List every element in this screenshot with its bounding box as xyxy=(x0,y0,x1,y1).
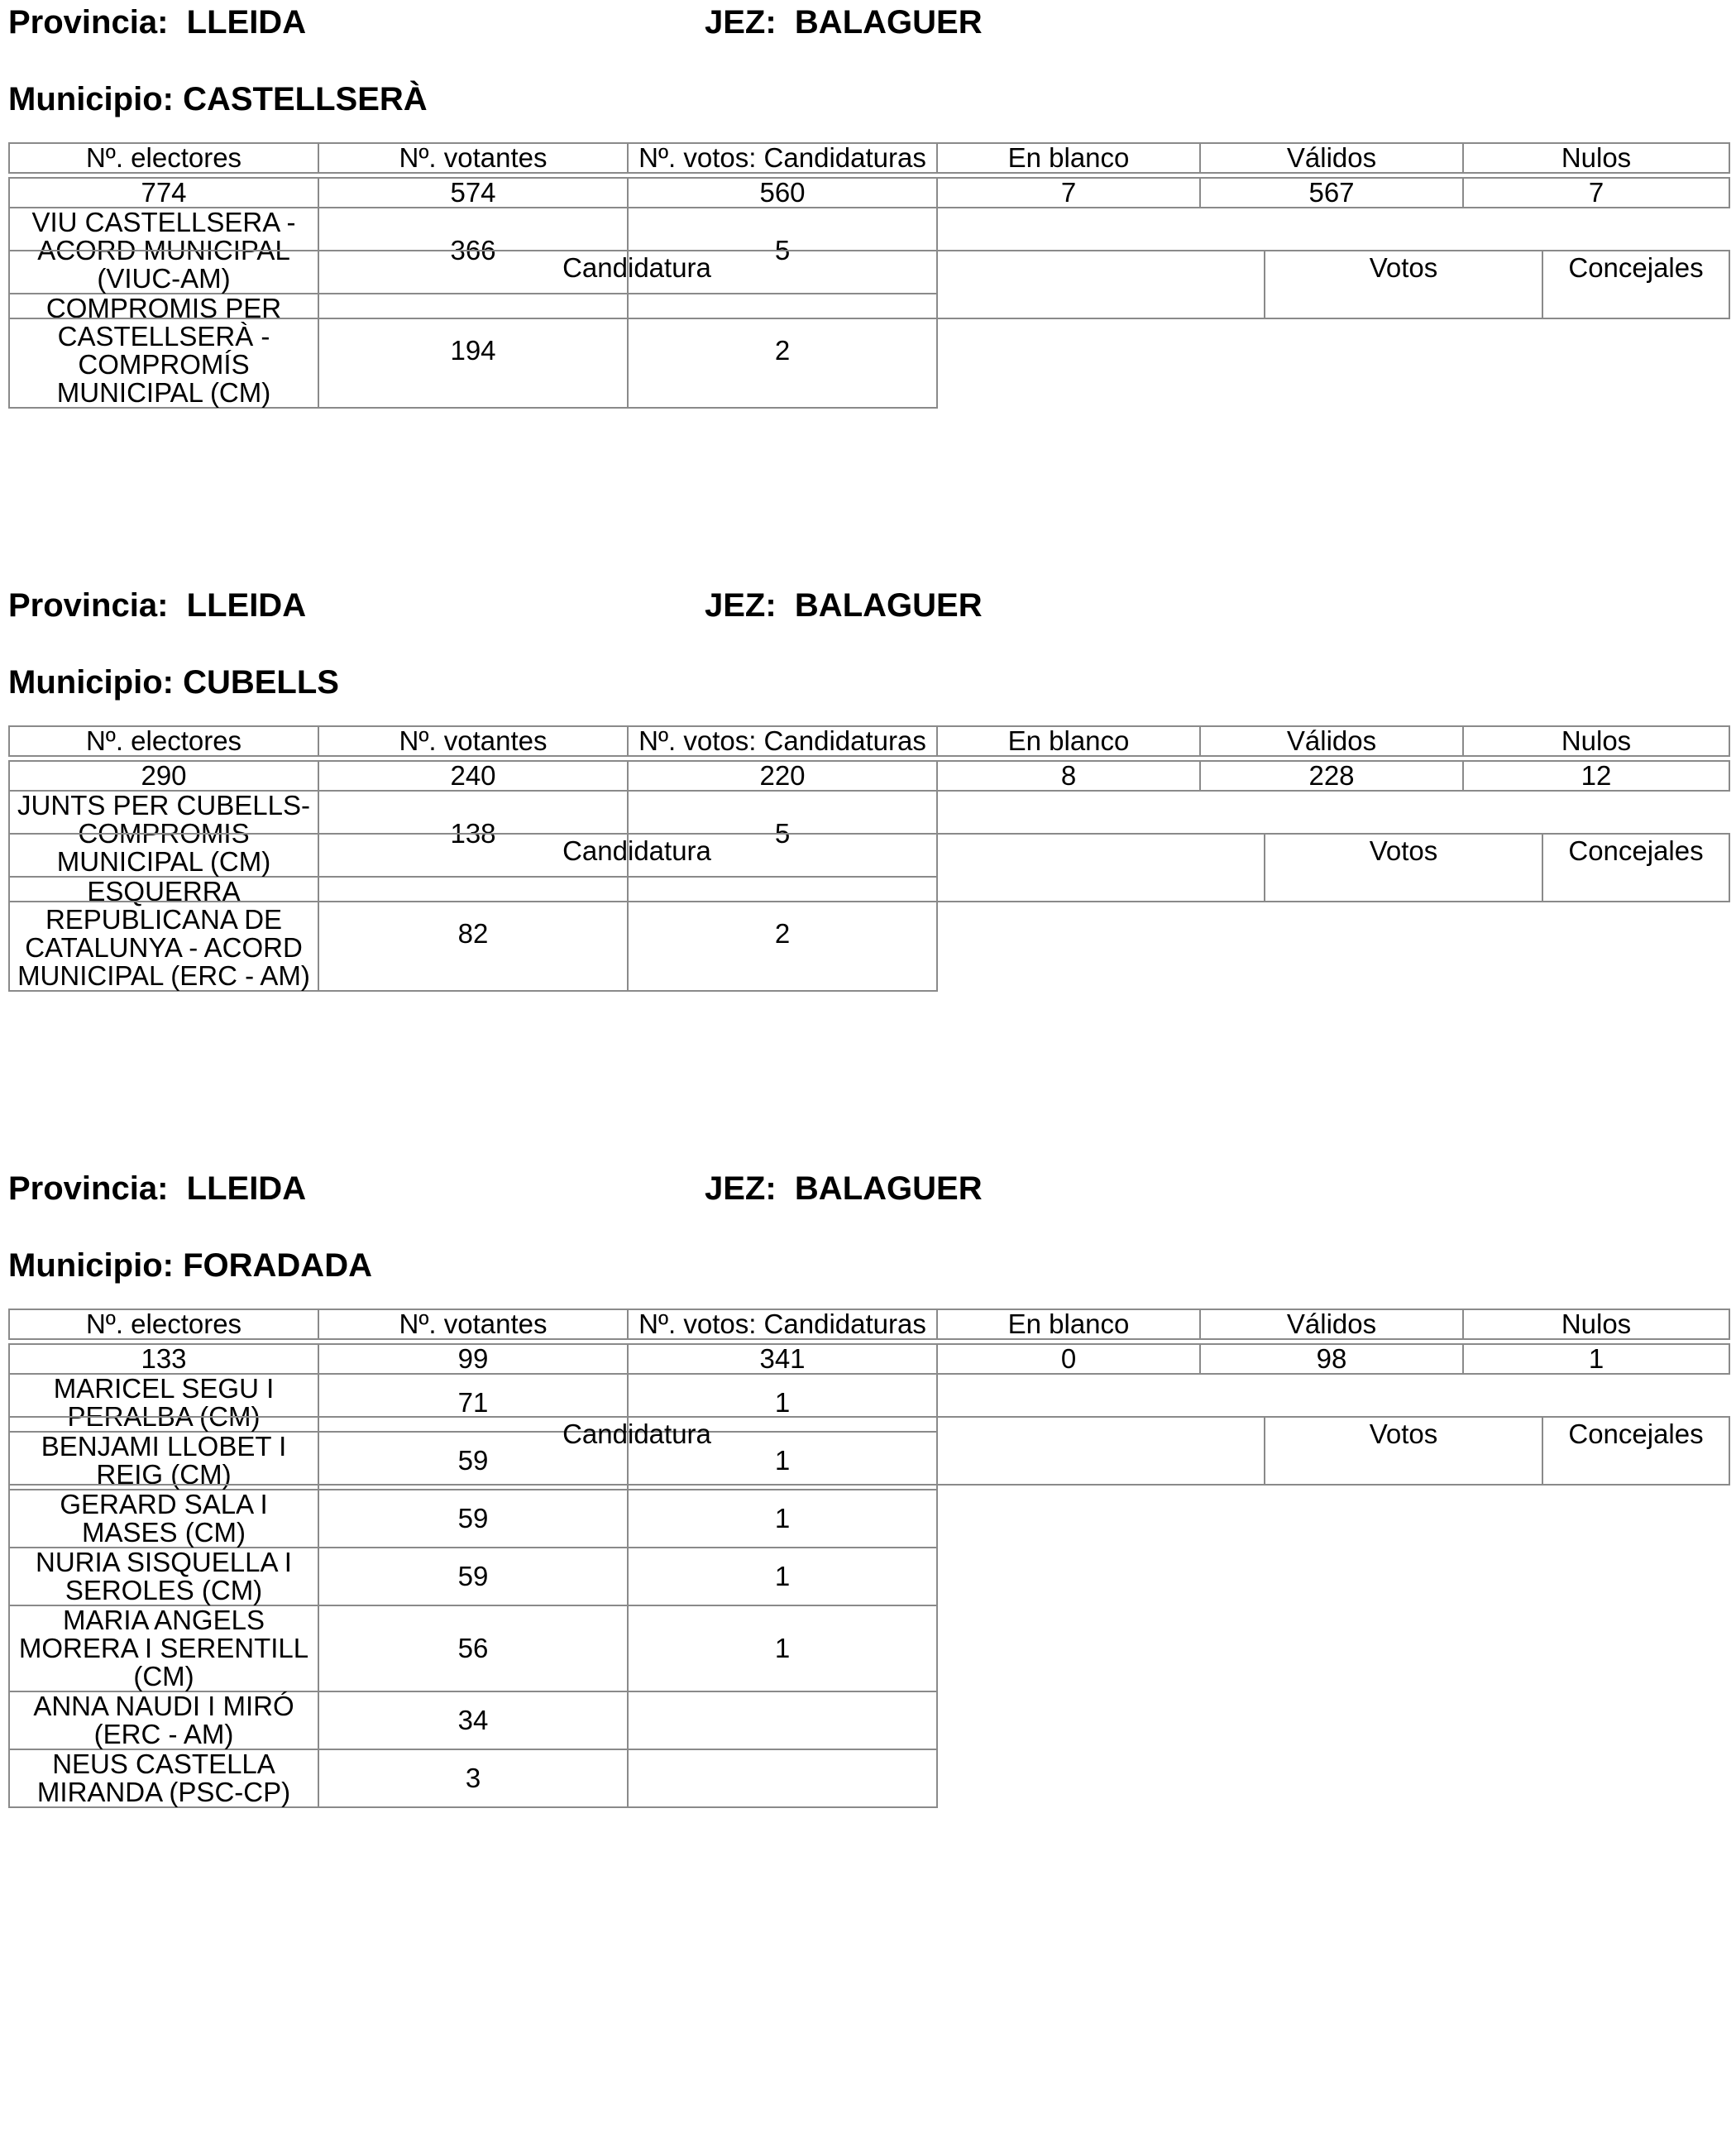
candidatura-votos: 59 xyxy=(318,1490,628,1548)
candidatura-header-row xyxy=(9,251,1729,318)
validos-header: Válidos xyxy=(1200,726,1463,756)
votos-candidaturas-header: Nº. votos: Candidaturas xyxy=(628,726,937,756)
candidatura-name: ANNA NAUDI I MIRÓ (ERC - AM) xyxy=(9,1691,318,1749)
municipio-section xyxy=(8,585,1729,991)
provincia-heading xyxy=(8,2,306,43)
jez-heading xyxy=(705,1168,983,1209)
votos-candidaturas-value: 220 xyxy=(628,761,937,791)
nulos-value: 7 xyxy=(1463,178,1729,208)
electores-header: Nº. electores xyxy=(9,726,318,756)
candidatura-concejales: 1 xyxy=(628,1490,937,1548)
municipio-heading xyxy=(8,662,339,703)
votantes-header: Nº. votantes xyxy=(318,143,628,173)
jez-label: JEZ: xyxy=(705,4,777,41)
nulos-value: 1 xyxy=(1463,1344,1729,1374)
validos-value: 567 xyxy=(1200,178,1463,208)
jez-heading xyxy=(705,585,983,626)
summary-values-row xyxy=(9,761,1729,791)
section-header xyxy=(8,585,1729,626)
candidatura-name: MARICEL SEGU I PERALBA (CM) xyxy=(9,1374,318,1432)
nulos-header: Nulos xyxy=(1463,726,1729,756)
summary-header-row xyxy=(9,1309,1729,1339)
electores-header: Nº. electores xyxy=(9,1309,318,1339)
candidatura-header-row xyxy=(9,1417,1729,1485)
municipio-label: Municipio: xyxy=(8,1247,174,1284)
summary-table xyxy=(8,1309,1730,1808)
candidatura-row xyxy=(9,1548,1729,1605)
candidatura-votos: 366 xyxy=(318,208,628,294)
candidatura-name: JUNTS PER CUBELLS-COMPROMIS MUNICIPAL (CM) xyxy=(9,791,318,877)
votos-candidaturas-header: Nº. votos: Candidaturas xyxy=(628,1309,937,1339)
candidatura-row xyxy=(9,1749,1729,1807)
votos-header: Votos xyxy=(1265,1417,1542,1485)
candidatura-name: ESQUERRA REPUBLICANA DE CATALUNYA - ACORD MUNICIPAL (ERC - AM) xyxy=(9,877,318,991)
concejales-header: Concejales xyxy=(1542,251,1729,318)
jez-heading xyxy=(705,2,983,43)
candidatura-name: MARIA ANGELS MORERA I SERENTILL (CM) xyxy=(9,1605,318,1691)
electores-header: Nº. electores xyxy=(9,143,318,173)
votantes-value: 240 xyxy=(318,761,628,791)
candidatura-concejales: 1 xyxy=(628,1548,937,1605)
provincia-heading xyxy=(8,585,306,626)
candidatura-table xyxy=(8,1416,1730,1486)
concejales-header: Concejales xyxy=(1542,1417,1729,1485)
validos-value: 98 xyxy=(1200,1344,1463,1374)
candidatura-row xyxy=(9,1490,1729,1548)
votos-candidaturas-header: Nº. votos: Candidaturas xyxy=(628,143,937,173)
votantes-value: 99 xyxy=(318,1344,628,1374)
section-header xyxy=(8,2,1729,43)
summary-header-row xyxy=(9,143,1729,173)
candidatura-header: Candidatura xyxy=(9,1417,1265,1485)
candidatura-header: Candidatura xyxy=(9,251,1265,318)
validos-value: 228 xyxy=(1200,761,1463,791)
candidatura-votos: 82 xyxy=(318,877,628,991)
candidatura-concejales xyxy=(628,1749,937,1807)
provincia-label: Provincia: xyxy=(8,4,169,41)
municipio-heading xyxy=(8,79,428,120)
candidatura-name: VIU CASTELLSERA - ACORD MUNICIPAL (VIUC-AM) xyxy=(9,208,318,294)
en-blanco-header: En blanco xyxy=(937,143,1200,173)
candidatura-row xyxy=(9,1605,1729,1691)
section-header xyxy=(8,1168,1729,1209)
en-blanco-value: 8 xyxy=(937,761,1200,791)
candidatura-votos: 56 xyxy=(318,1605,628,1691)
candidatura-name: COMPROMIS PER CASTELLSERÀ - COMPROMÍS MUNICIPAL (CM) xyxy=(9,294,318,408)
electores-value: 774 xyxy=(9,178,318,208)
votantes-header: Nº. votantes xyxy=(318,1309,628,1339)
nulos-value: 12 xyxy=(1463,761,1729,791)
jez-label: JEZ: xyxy=(705,587,777,624)
votos-header: Votos xyxy=(1265,834,1542,902)
provincia-value: LLEIDA xyxy=(186,1170,307,1207)
jez-value: BALAGUER xyxy=(794,587,983,624)
votos-candidaturas-value: 560 xyxy=(628,178,937,208)
concejales-header: Concejales xyxy=(1542,834,1729,902)
municipio-section xyxy=(8,2,1729,408)
jez-label: JEZ: xyxy=(705,1170,777,1207)
candidatura-header-row xyxy=(9,834,1729,902)
municipio-label: Municipio: xyxy=(8,81,174,117)
provincia-value: LLEIDA xyxy=(186,4,307,41)
provincia-heading xyxy=(8,1168,306,1209)
summary-header-row xyxy=(9,726,1729,756)
candidatura-name: NEUS CASTELLA MIRANDA (PSC-CP) xyxy=(9,1749,318,1807)
candidatura-concejales: 5 xyxy=(628,791,937,877)
candidatura-votos: 194 xyxy=(318,294,628,408)
candidatura-table xyxy=(8,833,1730,902)
municipio-value: CASTELLSERÀ xyxy=(183,81,428,117)
validos-header: Válidos xyxy=(1200,143,1463,173)
votos-header: Votos xyxy=(1265,251,1542,318)
electores-value: 133 xyxy=(9,1344,318,1374)
candidatura-concejales: 1 xyxy=(628,1432,937,1490)
candidatura-concejales: 1 xyxy=(628,1605,937,1691)
votantes-header: Nº. votantes xyxy=(318,726,628,756)
nulos-header: Nulos xyxy=(1463,143,1729,173)
candidatura-name: NURIA SISQUELLA I SEROLES (CM) xyxy=(9,1548,318,1605)
en-blanco-header: En blanco xyxy=(937,1309,1200,1339)
nulos-header: Nulos xyxy=(1463,1309,1729,1339)
municipio-label: Municipio: xyxy=(8,664,174,701)
provincia-label: Provincia: xyxy=(8,1170,169,1207)
candidatura-row xyxy=(9,1691,1729,1749)
candidatura-votos: 138 xyxy=(318,791,628,877)
municipio-value: CUBELLS xyxy=(183,664,339,701)
provincia-value: LLEIDA xyxy=(186,587,307,624)
votos-candidaturas-value: 341 xyxy=(628,1344,937,1374)
summary-values-row xyxy=(9,1344,1729,1374)
jez-value: BALAGUER xyxy=(794,4,983,41)
validos-header: Válidos xyxy=(1200,1309,1463,1339)
candidatura-votos: 59 xyxy=(318,1432,628,1490)
candidatura-name: BENJAMI LLOBET I REIG (CM) xyxy=(9,1432,318,1490)
municipio-value: FORADADA xyxy=(183,1247,372,1284)
jez-value: BALAGUER xyxy=(794,1170,983,1207)
candidatura-concejales: 1 xyxy=(628,1374,937,1432)
candidatura-concejales: 5 xyxy=(628,208,937,294)
candidatura-votos: 3 xyxy=(318,1749,628,1807)
municipio-section xyxy=(8,1168,1729,1807)
en-blanco-header: En blanco xyxy=(937,726,1200,756)
candidatura-votos: 34 xyxy=(318,1691,628,1749)
candidatura-concejales xyxy=(628,1691,937,1749)
votantes-value: 574 xyxy=(318,178,628,208)
candidatura-concejales: 2 xyxy=(628,294,937,408)
en-blanco-value: 0 xyxy=(937,1344,1200,1374)
candidatura-votos: 71 xyxy=(318,1374,628,1432)
candidatura-votos: 59 xyxy=(318,1548,628,1605)
municipio-heading xyxy=(8,1245,372,1286)
provincia-label: Provincia: xyxy=(8,587,169,624)
candidatura-header: Candidatura xyxy=(9,834,1265,902)
candidatura-name: GERARD SALA I MASES (CM) xyxy=(9,1490,318,1548)
candidatura-table xyxy=(8,250,1730,319)
electores-value: 290 xyxy=(9,761,318,791)
summary-values-row xyxy=(9,178,1729,208)
candidatura-concejales: 2 xyxy=(628,877,937,991)
en-blanco-value: 7 xyxy=(937,178,1200,208)
